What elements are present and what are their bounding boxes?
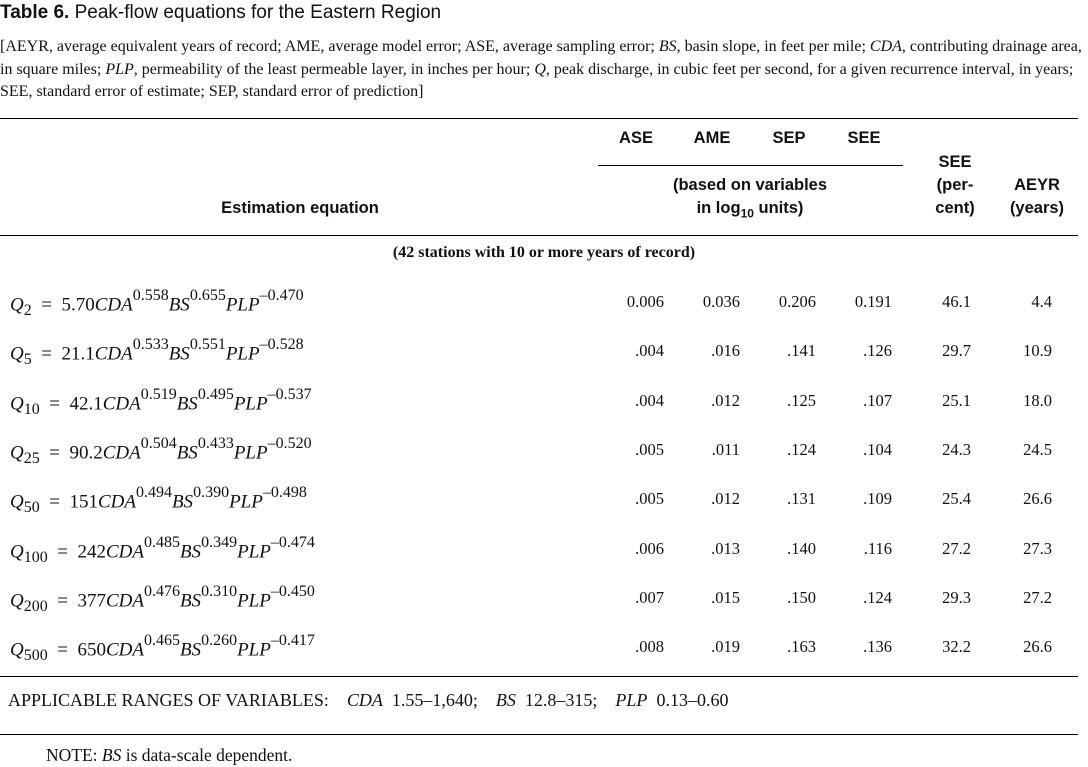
ranges-label: APPLICABLE RANGES OF VARIABLES:: [8, 690, 329, 710]
eq-q-sub: 100: [23, 548, 48, 566]
eq-q: Q: [10, 491, 24, 513]
eq-plp: PLP: [237, 540, 271, 562]
cell-ame: .012: [711, 390, 740, 410]
cell-ase: .006: [635, 538, 664, 558]
cell-sep: 0.206: [778, 292, 816, 311]
eq-cda-exp: 0.485: [143, 533, 180, 551]
cell-see: .126: [863, 341, 892, 361]
cell-ame: .012: [711, 489, 740, 509]
eq-equals: =: [49, 491, 60, 513]
cell-see: .124: [863, 587, 892, 607]
eq-cda: CDA: [102, 392, 141, 414]
note-prefix: NOTE:: [46, 745, 102, 765]
eq-plp: PLP: [233, 392, 268, 414]
eq-q-sub: 500: [23, 647, 48, 665]
header-ame: AME: [693, 129, 731, 147]
eq-plp: PLP: [237, 590, 271, 612]
eq-bs-exp: 0.551: [189, 336, 226, 354]
eq-cda: CDA: [97, 491, 136, 513]
eq-bs: BS: [176, 442, 198, 464]
cell-ase: .004: [635, 390, 664, 410]
eq-bs: BS: [179, 639, 202, 661]
eq-cda-exp: 0.558: [132, 287, 169, 304]
equation-q100: [10, 533, 315, 567]
eq-coef: 650: [77, 639, 106, 661]
cell-see: 0.191: [854, 292, 892, 311]
group-header-rule: [598, 165, 903, 166]
log-basis-sub: 10: [740, 206, 754, 221]
eq-equals: =: [41, 294, 52, 316]
ranges-bs-name: BS: [495, 690, 516, 710]
cell-aeyr: 24.5: [1023, 439, 1052, 459]
body-bottom-rule: [0, 676, 1078, 677]
caption-segment: , peak discharge, in cubic feet per second, for a given recurrence interval, in years; SEE, standard error of estimate; SEP, standard error of prediction]: [0, 60, 1074, 100]
table-number: Table 6.: [0, 2, 70, 23]
cell-ame: .013: [711, 538, 740, 558]
cell-ase: .004: [635, 341, 664, 361]
eq-bs-exp: 0.390: [193, 484, 230, 502]
eq-plp: PLP: [229, 491, 263, 513]
eq-q: Q: [10, 639, 24, 661]
eq-cda: CDA: [94, 343, 133, 365]
eq-bs: BS: [168, 343, 190, 365]
cell-see-pct: 32.2: [942, 637, 971, 657]
eq-plp-exp: –0.417: [270, 632, 315, 650]
log-basis-pre: in log: [696, 199, 741, 217]
caption-segment: CDA: [869, 38, 902, 55]
header-see-percent: [920, 151, 990, 220]
log-basis-post: units): [753, 199, 804, 217]
eq-plp: PLP: [233, 442, 268, 464]
eq-q: Q: [10, 540, 24, 562]
eq-cda-exp: 0.476: [143, 582, 180, 600]
equation-q25: [10, 434, 312, 468]
cell-see-pct: 29.7: [942, 341, 971, 361]
header-log-basis-line1: (based on variables: [672, 176, 828, 194]
applicable-ranges: [8, 690, 728, 711]
cell-aeyr: 27.2: [1023, 587, 1052, 607]
eq-bs-exp: 0.655: [189, 287, 226, 304]
ranges-plp-value: 0.13–0.60: [656, 690, 729, 710]
caption-segment: [AEYR, average equivalent years of record; AME, average model error; ASE, average sampling error;: [0, 38, 659, 55]
eq-plp-exp: –0.537: [267, 385, 312, 403]
header-log-basis: [610, 174, 890, 225]
cell-sep: .125: [787, 390, 816, 410]
eq-cda-exp: 0.494: [135, 484, 172, 502]
cell-sep: .131: [787, 489, 816, 509]
eq-cda-exp: 0.519: [140, 385, 177, 403]
eq-equals: =: [57, 590, 68, 612]
cell-see-pct: 24.3: [942, 439, 971, 459]
cell-ase: 0.006: [626, 292, 664, 311]
aeyr-line1: AEYR: [1014, 176, 1060, 194]
eq-equals: =: [49, 442, 60, 464]
eq-plp-exp: –0.474: [270, 533, 315, 551]
header-log-basis-line2: [610, 197, 890, 225]
equation-q10: [10, 385, 312, 419]
equation-q2: [10, 287, 304, 320]
eq-bs: BS: [168, 294, 190, 316]
cell-aeyr: 26.6: [1023, 489, 1052, 509]
eq-cda: CDA: [102, 442, 141, 464]
caption-segment: Q: [534, 60, 546, 78]
aeyr-line2: (years): [1009, 199, 1065, 217]
eq-plp: PLP: [225, 294, 260, 316]
note-suffix: is data-scale dependent.: [121, 745, 293, 765]
cell-see: .116: [863, 538, 892, 558]
cell-ase: .005: [635, 439, 664, 459]
eq-plp: PLP: [237, 639, 271, 661]
eq-cda-exp: 0.533: [132, 336, 169, 354]
eq-coef: 21.1: [61, 343, 95, 365]
eq-q: Q: [10, 294, 24, 316]
eq-plp-exp: –0.470: [259, 287, 304, 304]
cell-see-pct: 25.4: [942, 489, 971, 509]
eq-q-sub: 200: [23, 597, 48, 615]
eq-q: Q: [10, 343, 24, 365]
cell-aeyr: 18.0: [1023, 390, 1052, 410]
caption-segment: PLP: [105, 60, 134, 78]
eq-q-sub: 5: [23, 351, 32, 369]
caption-segment: , contributing drainage area, in square miles;: [0, 38, 1082, 78]
eq-q-sub: 2: [23, 302, 32, 320]
eq-q: Q: [10, 442, 24, 464]
cell-ame: .016: [711, 341, 740, 361]
eq-bs-exp: 0.495: [197, 385, 234, 403]
top-rule: [0, 118, 1078, 119]
ranges-bottom-rule: [0, 734, 1078, 735]
eq-bs-exp: 0.349: [201, 533, 238, 551]
group-note: (42 stations with 10 or more years of record): [392, 244, 696, 261]
eq-equals: =: [57, 639, 68, 661]
eq-equals: =: [57, 540, 68, 562]
eq-q-sub: 50: [23, 499, 40, 517]
cell-ase: .007: [635, 587, 664, 607]
eq-q: Q: [10, 392, 24, 414]
cell-see-pct: 46.1: [942, 292, 971, 311]
eq-bs: BS: [171, 491, 194, 513]
header-sep: SEP: [772, 129, 806, 147]
eq-coef: 151: [69, 491, 98, 513]
eq-cda-exp: 0.465: [143, 632, 180, 650]
eq-coef: 5.70: [61, 294, 95, 316]
cell-ame: 0.036: [702, 292, 740, 311]
eq-bs-exp: 0.310: [201, 582, 238, 600]
cell-see-pct: 27.2: [942, 538, 971, 558]
eq-cda: CDA: [105, 590, 144, 612]
eq-plp: PLP: [225, 343, 260, 365]
header-ase: ASE: [619, 129, 653, 147]
see-pct-line1: SEE: [938, 153, 972, 171]
ranges-cda-value: 1.55–1,640;: [391, 690, 478, 710]
table-title-text: Peak-flow equations for the Eastern Region: [74, 2, 442, 23]
cell-sep: .124: [787, 439, 816, 459]
cell-sep: .141: [787, 341, 816, 361]
cell-ame: .011: [711, 439, 740, 459]
note-variable: BS: [101, 745, 122, 765]
cell-aeyr: 4.4: [1031, 292, 1052, 311]
eq-cda: CDA: [105, 540, 144, 562]
equation-q200: [10, 582, 315, 616]
eq-cda: CDA: [105, 639, 144, 661]
eq-equals: =: [49, 392, 60, 414]
caption-segment: BS: [658, 38, 677, 55]
table-title: [0, 2, 441, 24]
see-pct-line3: cent): [935, 199, 975, 217]
eq-plp-exp: –0.520: [267, 434, 312, 452]
eq-q: Q: [10, 590, 24, 612]
eq-q-sub: 10: [23, 400, 40, 418]
eq-bs-exp: 0.433: [197, 434, 234, 452]
eq-plp-exp: –0.528: [259, 336, 304, 354]
ranges-plp-name: PLP: [615, 690, 648, 710]
eq-cda-exp: 0.504: [140, 434, 177, 452]
ranges-bs-value: 12.8–315;: [524, 690, 598, 710]
cell-see-pct: 29.3: [942, 587, 971, 607]
eq-cda: CDA: [94, 294, 133, 316]
see-pct-line2: (per-: [936, 176, 974, 194]
table-note: [46, 745, 292, 766]
eq-bs-exp: 0.260: [201, 632, 238, 650]
eq-bs: BS: [176, 392, 198, 414]
cell-ase: .008: [635, 637, 664, 657]
header-see: SEE: [847, 129, 881, 147]
cell-see: .107: [863, 390, 892, 410]
eq-bs: BS: [179, 590, 202, 612]
table-caption: [0, 36, 1088, 104]
cell-see-pct: 25.1: [942, 390, 971, 410]
header-estimation-equation: Estimation equation: [221, 199, 379, 217]
eq-bs: BS: [179, 540, 202, 562]
eq-coef: 90.2: [69, 442, 103, 464]
cell-see: .109: [863, 489, 892, 509]
ranges-cda-name: CDA: [346, 690, 383, 710]
cell-sep: .140: [787, 538, 816, 558]
cell-ame: .015: [711, 587, 740, 607]
caption-segment: , permeability of the least permeable layer, in inches per hour;: [133, 60, 535, 78]
cell-aeyr: 26.6: [1023, 637, 1052, 657]
eq-plp-exp: –0.450: [270, 582, 315, 600]
cell-aeyr: 27.3: [1023, 538, 1052, 558]
header-bottom-rule: [0, 235, 1078, 236]
eq-coef: 242: [77, 540, 106, 562]
cell-sep: .163: [787, 637, 816, 657]
eq-equals: =: [41, 343, 52, 365]
cell-see: .104: [863, 439, 892, 459]
caption-segment: , basin slope, in feet per mile;: [676, 38, 870, 55]
cell-sep: .150: [787, 587, 816, 607]
equation-q500: [10, 632, 315, 665]
cell-see: .136: [863, 637, 892, 657]
eq-coef: 377: [77, 590, 106, 612]
header-aeyr: [1000, 174, 1074, 220]
cell-aeyr: 10.9: [1023, 341, 1052, 361]
equation-q50: [10, 484, 307, 517]
eq-coef: 42.1: [69, 392, 103, 414]
eq-plp-exp: –0.498: [262, 484, 307, 502]
equation-q5: [10, 336, 304, 369]
eq-q-sub: 25: [23, 450, 40, 468]
cell-ase: .005: [635, 489, 664, 509]
cell-ame: .019: [711, 637, 740, 657]
